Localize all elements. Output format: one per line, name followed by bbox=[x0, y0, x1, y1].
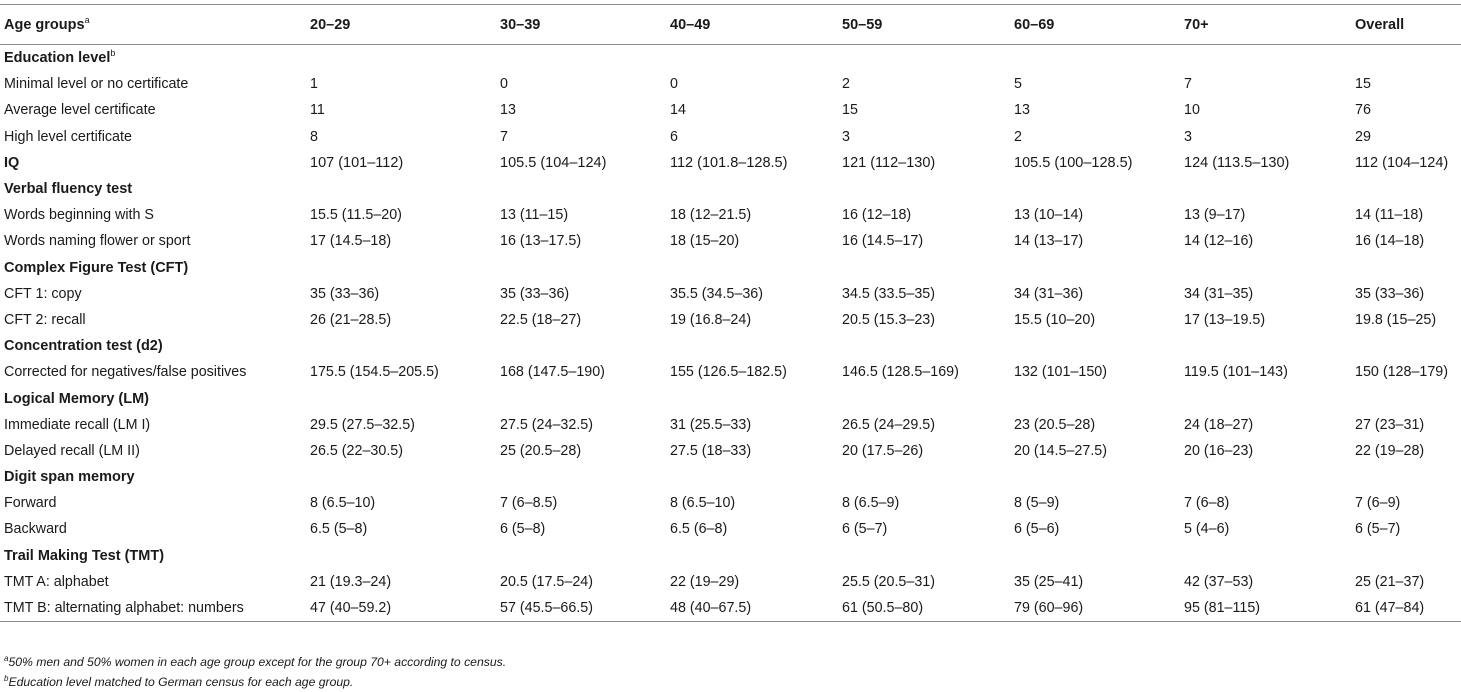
section-row bbox=[0, 543, 1461, 569]
footnote-mark-b: b bbox=[4, 674, 9, 683]
table-cell: 47 (40–59.2) bbox=[306, 595, 496, 622]
table-cell bbox=[1180, 255, 1351, 281]
table-cell bbox=[1351, 464, 1461, 490]
row-label-text: Words naming flower or sport bbox=[4, 233, 191, 250]
table-cell bbox=[1351, 255, 1461, 281]
row-label-text: Backward bbox=[4, 521, 67, 538]
table-cell bbox=[496, 543, 666, 569]
table-cell: 15.5 (11.5–20) bbox=[310, 207, 402, 224]
table-cell bbox=[496, 464, 666, 490]
row-label-text: Words beginning with S bbox=[4, 207, 154, 224]
table-cell bbox=[666, 45, 838, 72]
footnote bbox=[4, 652, 506, 672]
table-cell: 20.5 (17.5–24) bbox=[500, 573, 593, 590]
row-label-text: CFT 2: recall bbox=[4, 311, 86, 328]
table-cell bbox=[1010, 385, 1180, 411]
table-cell: 7 bbox=[500, 128, 508, 145]
table-cell: 21 (19.3–24) bbox=[310, 573, 392, 590]
row-label bbox=[0, 71, 306, 97]
header-column: Overall bbox=[1351, 5, 1461, 45]
table-cell: 25.5 (20.5–31) bbox=[842, 573, 935, 590]
section-row bbox=[0, 333, 1461, 359]
table-cell: 6 bbox=[670, 128, 678, 145]
table-cell: 14 (11–18) bbox=[1355, 207, 1424, 224]
table-row bbox=[0, 281, 1461, 307]
table-row bbox=[0, 202, 1461, 228]
footnote-text: 50% men and 50% women in each age group except for the group 70+ according to census. bbox=[8, 655, 507, 669]
footnote-text: Education level matched to German census for each age group. bbox=[8, 675, 354, 689]
table-row bbox=[0, 490, 1461, 516]
table-cell bbox=[1351, 45, 1461, 72]
table-cell: 22 (19–29) bbox=[670, 573, 740, 590]
table-cell bbox=[666, 176, 838, 202]
row-label-text: Verbal fluency test bbox=[4, 181, 133, 198]
table-cell bbox=[496, 333, 666, 359]
header-row bbox=[0, 5, 1461, 45]
table-cell: 42 (37–53) bbox=[1184, 573, 1254, 590]
table-cell bbox=[838, 333, 1010, 359]
table-cell: 16 (13–17.5) bbox=[500, 233, 582, 250]
table-cell bbox=[496, 255, 666, 281]
table-header bbox=[0, 5, 1461, 45]
table-cell: 8 (6.5–10) bbox=[670, 495, 736, 512]
table-cell: 6.5 (5–8) bbox=[310, 521, 368, 538]
table-cell bbox=[838, 385, 1010, 411]
table-cell: 150 (128–179) bbox=[1355, 364, 1449, 381]
table-cell: 18 (12–21.5) bbox=[670, 207, 752, 224]
table-cell bbox=[1010, 176, 1180, 202]
table-cell: 26.5 (24–29.5) bbox=[842, 416, 935, 433]
section-row bbox=[0, 255, 1461, 281]
table-cell bbox=[1351, 543, 1461, 569]
table-cell: 24 (18–27) bbox=[1184, 416, 1254, 433]
row-label-text: Concentration test (d2) bbox=[4, 338, 163, 355]
table-cell bbox=[1351, 333, 1461, 359]
table-cell: 0 bbox=[670, 76, 678, 93]
table-cell: 3 bbox=[1184, 128, 1192, 145]
table-cell bbox=[1180, 333, 1351, 359]
table-cell: 76 bbox=[1355, 102, 1371, 119]
table-cell bbox=[1351, 176, 1461, 202]
table-cell: 34.5 (33.5–35) bbox=[842, 285, 935, 302]
row-label-text: Education level bbox=[4, 50, 111, 67]
table-cell: 27 (23–31) bbox=[1355, 416, 1425, 433]
table-cell: 35 (25–41) bbox=[1014, 573, 1084, 590]
section-row bbox=[0, 464, 1461, 490]
table-cell: 112 (101.8–128.5) bbox=[670, 154, 788, 171]
section-label bbox=[0, 333, 306, 359]
table-cell: 124 (113.5–130) bbox=[1184, 154, 1290, 171]
results-table bbox=[0, 4, 1461, 622]
row-label-text: TMT A: alphabet bbox=[4, 573, 109, 590]
table-cell: 7 bbox=[1184, 76, 1192, 93]
section-label bbox=[0, 255, 306, 281]
table-cell: 18 (15–20) bbox=[670, 233, 740, 250]
row-label bbox=[0, 124, 306, 150]
table-cell: 19 (16.8–24) bbox=[670, 311, 752, 328]
table-cell: 13 (9–17) bbox=[1184, 207, 1246, 224]
table-cell: 15.5 (10–20) bbox=[1014, 311, 1096, 328]
row-label-text: Minimal level or no certificate bbox=[4, 76, 189, 93]
table-cell: 13 (11–15) bbox=[500, 207, 569, 224]
row-label-text: Complex Figure Test (CFT) bbox=[4, 259, 189, 276]
table-cell: 20 (17.5–26) bbox=[842, 442, 924, 459]
table-cell: 61 (47–84) bbox=[1351, 595, 1461, 622]
section-label bbox=[0, 176, 306, 202]
table-cell: 16 (12–18) bbox=[842, 207, 912, 224]
table-row bbox=[0, 412, 1461, 438]
table-cell: 20 (16–23) bbox=[1184, 442, 1254, 459]
row-label-text: IQ bbox=[4, 154, 20, 171]
header-column: 50–59 bbox=[838, 5, 1010, 45]
data-table-container bbox=[0, 4, 1461, 622]
row-label bbox=[0, 359, 306, 385]
section-row bbox=[0, 45, 1461, 72]
table-cell: 20.5 (15.3–23) bbox=[842, 311, 935, 328]
table-row bbox=[0, 516, 1461, 542]
table-cell: 6 (5–7) bbox=[1355, 521, 1401, 538]
row-label bbox=[0, 569, 306, 595]
row-label bbox=[0, 490, 306, 516]
table-cell: 1 bbox=[310, 76, 318, 93]
row-label-text: CFT 1: copy bbox=[4, 285, 82, 302]
row-label bbox=[0, 516, 306, 542]
table-cell: 20 (14.5–27.5) bbox=[1014, 442, 1107, 459]
table-row bbox=[0, 595, 1461, 622]
table-cell: 15 bbox=[1355, 76, 1371, 93]
table-cell: 16 (14–18) bbox=[1355, 233, 1425, 250]
table-cell: 105.5 (100–128.5) bbox=[1014, 154, 1133, 171]
table-cell bbox=[496, 385, 666, 411]
row-label-text: Delayed recall (LM II) bbox=[4, 442, 140, 459]
table-cell: 8 (6.5–9) bbox=[842, 495, 900, 512]
table-cell bbox=[838, 45, 1010, 72]
table-cell bbox=[1180, 543, 1351, 569]
table-cell: 57 (45.5–66.5) bbox=[496, 595, 666, 622]
table-cell: 5 (4–6) bbox=[1184, 521, 1230, 538]
table-cell: 8 (6.5–10) bbox=[310, 495, 376, 512]
table-cell: 5 bbox=[1014, 76, 1022, 93]
table-cell: 112 (104–124) bbox=[1355, 154, 1449, 171]
table-cell: 29.5 (27.5–32.5) bbox=[310, 416, 415, 433]
table-cell: 19.8 (15–25) bbox=[1355, 311, 1437, 328]
row-label-text: Forward bbox=[4, 495, 57, 512]
table-cell bbox=[496, 176, 666, 202]
row-label-text: Digit span memory bbox=[4, 469, 135, 486]
table-cell bbox=[838, 543, 1010, 569]
table-cell: 17 (13–19.5) bbox=[1184, 311, 1266, 328]
header-column: 30–39 bbox=[496, 5, 666, 45]
row-label-text: Corrected for negatives/false positives bbox=[4, 364, 247, 381]
row-label-text: High level certificate bbox=[4, 128, 132, 145]
table-cell bbox=[306, 543, 496, 569]
section-label bbox=[0, 150, 306, 176]
table-cell bbox=[1180, 176, 1351, 202]
table-cell: 29 bbox=[1355, 128, 1371, 145]
table-cell: 7 (6–8.5) bbox=[500, 495, 558, 512]
table-cell: 155 (126.5–182.5) bbox=[670, 364, 787, 381]
table-cell: 25 (20.5–28) bbox=[500, 442, 582, 459]
row-label bbox=[0, 97, 306, 123]
table-cell: 27.5 (18–33) bbox=[670, 442, 752, 459]
row-label bbox=[0, 595, 306, 622]
table-cell: 34 (31–36) bbox=[1014, 285, 1084, 302]
table-row bbox=[0, 438, 1461, 464]
table-cell: 26 (21–28.5) bbox=[310, 311, 392, 328]
table-cell: 23 (20.5–28) bbox=[1014, 416, 1096, 433]
table-cell: 107 (101–112) bbox=[310, 154, 404, 171]
table-cell bbox=[1351, 385, 1461, 411]
table-cell: 35 (33–36) bbox=[500, 285, 570, 302]
footnote-mark-a: a bbox=[84, 15, 90, 25]
header-age-groups bbox=[0, 5, 306, 45]
row-label-text: TMT B: alternating alphabet: numbers bbox=[4, 600, 244, 617]
table-cell: 175.5 (154.5–205.5) bbox=[310, 364, 439, 381]
section-label bbox=[0, 543, 306, 569]
table-row bbox=[0, 569, 1461, 595]
table-cell: 14 (13–17) bbox=[1014, 233, 1084, 250]
table-cell bbox=[666, 333, 838, 359]
table-cell bbox=[1180, 45, 1351, 72]
table-cell: 11 bbox=[310, 102, 325, 119]
row-label-text: Logical Memory (LM) bbox=[4, 390, 150, 407]
table-cell bbox=[1010, 464, 1180, 490]
table-cell: 35 (33–36) bbox=[1355, 285, 1425, 302]
table-cell: 14 (12–16) bbox=[1184, 233, 1254, 250]
table-cell: 0 bbox=[500, 76, 508, 93]
table-cell: 8 (5–9) bbox=[1014, 495, 1060, 512]
table-cell: 17 (14.5–18) bbox=[310, 233, 392, 250]
section-row bbox=[0, 385, 1461, 411]
table-cell: 25 (21–37) bbox=[1355, 573, 1425, 590]
table-row bbox=[0, 359, 1461, 385]
table-cell bbox=[1180, 464, 1351, 490]
table-cell: 119.5 (101–143) bbox=[1184, 364, 1288, 381]
table-cell: 8 bbox=[310, 128, 318, 145]
table-cell: 61 (50.5–80) bbox=[838, 595, 1010, 622]
table-body bbox=[0, 45, 1461, 622]
table-cell bbox=[838, 464, 1010, 490]
table-cell: 31 (25.5–33) bbox=[670, 416, 752, 433]
table-cell: 35.5 (34.5–36) bbox=[670, 285, 763, 302]
table-cell bbox=[666, 385, 838, 411]
section-label bbox=[0, 45, 306, 72]
table-cell bbox=[666, 255, 838, 281]
table-cell bbox=[1180, 385, 1351, 411]
table-row bbox=[0, 307, 1461, 333]
table-cell bbox=[496, 45, 666, 72]
header-column: 20–29 bbox=[306, 5, 496, 45]
row-label bbox=[0, 438, 306, 464]
header-column: 60–69 bbox=[1010, 5, 1180, 45]
table-cell: 26.5 (22–30.5) bbox=[310, 442, 403, 459]
table-row bbox=[0, 228, 1461, 254]
table-cell: 7 (6–8) bbox=[1184, 495, 1230, 512]
table-cell bbox=[306, 255, 496, 281]
table-cell bbox=[306, 45, 496, 72]
table-cell: 132 (101–150) bbox=[1014, 364, 1108, 381]
table-cell: 2 bbox=[1014, 128, 1022, 145]
row-label bbox=[0, 412, 306, 438]
row-label bbox=[0, 281, 306, 307]
table-cell: 34 (31–35) bbox=[1184, 285, 1254, 302]
table-cell bbox=[1010, 333, 1180, 359]
table-cell bbox=[666, 464, 838, 490]
table-cell: 14 bbox=[670, 102, 686, 119]
header-first-label: Age groups bbox=[4, 17, 85, 33]
table-row bbox=[0, 71, 1461, 97]
row-label-text: Average level certificate bbox=[4, 102, 156, 119]
table-cell: 16 (14.5–17) bbox=[842, 233, 924, 250]
footnotes bbox=[4, 652, 506, 692]
table-cell: 6 (5–6) bbox=[1014, 521, 1060, 538]
footnote bbox=[4, 672, 506, 692]
footnote-mark-b: b bbox=[110, 48, 116, 59]
footnote-mark-a: a bbox=[4, 654, 9, 663]
table-cell: 35 (33–36) bbox=[310, 285, 380, 302]
table-cell bbox=[306, 333, 496, 359]
table-cell bbox=[1010, 543, 1180, 569]
table-cell: 15 bbox=[842, 102, 858, 119]
table-cell: 105.5 (104–124) bbox=[500, 154, 607, 171]
table-cell bbox=[306, 176, 496, 202]
row-label-text: Immediate recall (LM I) bbox=[4, 416, 151, 433]
table-cell: 121 (112–130) bbox=[842, 154, 936, 171]
table-cell: 6 (5–8) bbox=[500, 521, 546, 538]
table-cell bbox=[306, 385, 496, 411]
table-cell: 6.5 (6–8) bbox=[670, 521, 728, 538]
table-cell bbox=[666, 543, 838, 569]
section-label bbox=[0, 385, 306, 411]
table-cell bbox=[838, 176, 1010, 202]
table-row bbox=[0, 97, 1461, 123]
table-cell: 10 bbox=[1184, 102, 1200, 119]
row-label bbox=[0, 202, 306, 228]
table-cell: 13 bbox=[1014, 102, 1030, 119]
table-cell: 6 (5–7) bbox=[842, 521, 888, 538]
table-cell bbox=[306, 464, 496, 490]
table-cell: 22 (19–28) bbox=[1355, 442, 1425, 459]
header-column: 40–49 bbox=[666, 5, 838, 45]
table-cell bbox=[1010, 45, 1180, 72]
table-cell: 27.5 (24–32.5) bbox=[500, 416, 593, 433]
table-cell: 22.5 (18–27) bbox=[500, 311, 582, 328]
table-cell: 146.5 (128.5–169) bbox=[842, 364, 959, 381]
table-cell: 168 (147.5–190) bbox=[500, 364, 605, 381]
table-cell: 7 (6–9) bbox=[1355, 495, 1401, 512]
table-cell bbox=[838, 255, 1010, 281]
table-row bbox=[0, 124, 1461, 150]
section-row bbox=[0, 176, 1461, 202]
row-label bbox=[0, 307, 306, 333]
row-label bbox=[0, 228, 306, 254]
table-cell: 13 bbox=[500, 102, 516, 119]
table-cell: 48 (40–67.5) bbox=[666, 595, 838, 622]
table-cell: 2 bbox=[842, 76, 850, 93]
table-cell: 3 bbox=[842, 128, 850, 145]
table-cell: 13 (10–14) bbox=[1014, 207, 1084, 224]
row-label-text: Trail Making Test (TMT) bbox=[4, 547, 165, 564]
header-column: 70+ bbox=[1180, 5, 1351, 45]
table-cell: 79 (60–96) bbox=[1010, 595, 1180, 622]
section-label bbox=[0, 464, 306, 490]
table-cell bbox=[1010, 255, 1180, 281]
table-cell: 95 (81–115) bbox=[1180, 595, 1351, 622]
section-row bbox=[0, 150, 1461, 176]
